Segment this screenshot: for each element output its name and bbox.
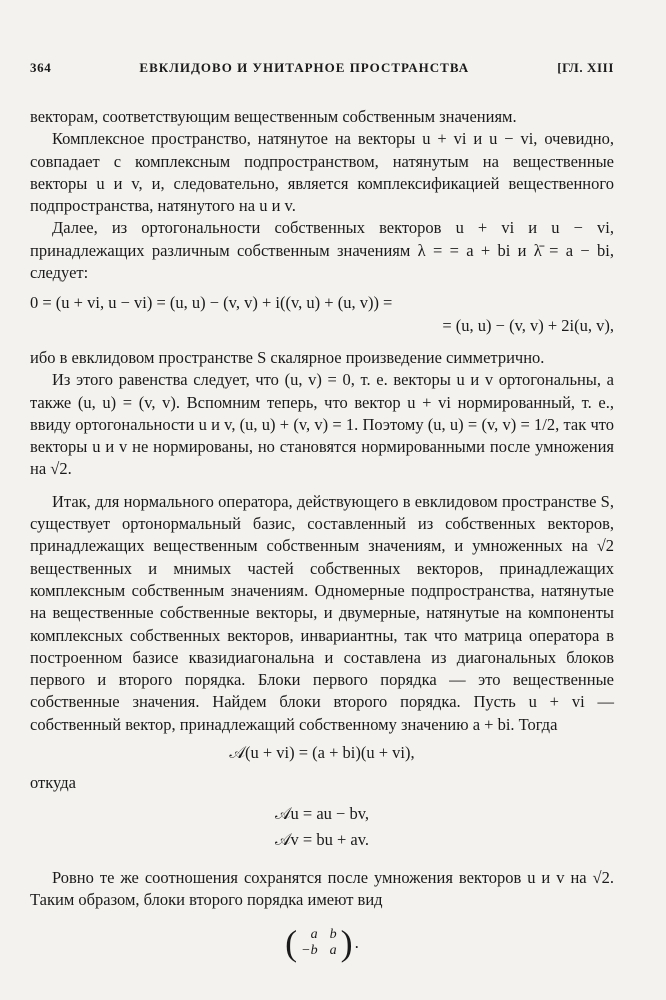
paragraph-complex-space: Комплексное пространство, натянутое на векторы u + vi и u − vi, очевидно, совпадает с комплексным подпространством, натянутым на вещественные векторы u и v, и, следовательно, является комплексификацией вещественного подпространства, натянутого на u и v. — [30, 129, 614, 216]
matrix-left-paren: ( — [285, 923, 298, 964]
equation-eigen: 𝒜(u + vi) = (a + bi)(u + vi), — [229, 743, 415, 763]
equation-av: 𝒜v = bu + av. — [274, 829, 370, 849]
matrix-end-mark: . — [354, 933, 359, 953]
equation-system — [30, 801, 614, 853]
equation-au: 𝒜u = au − bv, — [274, 803, 370, 823]
paragraph-symmetry: ибо в евклидовом пространстве S скалярное произведение симметрично. — [30, 347, 545, 367]
matrix-entry-22: a — [329, 943, 337, 959]
matrix-entry-21: −b — [301, 943, 318, 959]
paragraph-normalization: Из этого равенства следует, что (u, v) = 0, т. е. векторы u и v ортогональны, а также (u, u) = (v, v). Вспомним теперь, что вектор u + vi нормированный, т. е., ввиду ортогональности u и v, (u, u) + (v, v) = 1. Поэтому (u, u) = (v, v) = 1/2, так что векторы u и v не нормированы, но становятся нормированными после умножения на √2. — [30, 370, 614, 479]
paragraph-continuation: векторам, соответствующим вещественным собственным значениям. — [30, 107, 517, 126]
equation-inner-product-line1: 0 = (u + vi, u − vi) = (u, u) − (v, v) + i((v, u) + (u, v)) = — [30, 293, 393, 313]
paragraph-orthogonality: Далее, из ортогональности собственных векторов u + vi и u − vi, принадлежащих различным собственным значениям λ = = a + bi и λ̄ = a − bi, следует: — [30, 218, 614, 283]
equation-inner-product-line2: = (u, u) − (v, v) + 2i(u, v), — [442, 315, 614, 335]
running-header — [30, 60, 614, 76]
chapter-label: [ГЛ. XIII — [557, 60, 614, 75]
page-body — [30, 106, 614, 964]
paragraph-normal-operator: Итак, для нормального оператора, действующего в евклидовом пространстве S, существует ортонормальный базис, составленный из собственных векторов, принадлежащих вещественным собственным значениям, и умноженных на √2 вещественных и мнимых частей собственных векторов, принадлежащих комплексным собственным значениям. Одномерные подпространства, натянутые на вещественные собственные векторы, и двумерные, натянутые на компоненты комплексных собственных векторов, инвариантны, так что матрица оператора в построенном базисе квазидиагональна и составлена из диагональных блоков первого и второго порядка. Блоки первого порядка — это вещественные собственные значения. Найдем блоки второго порядка. Пусть u + vi — собственный вектор, принадлежащий собственному значению a + bi. Тогда — [30, 491, 614, 734]
book-page — [30, 60, 614, 964]
matrix-entry-11: a — [310, 927, 318, 943]
page-number: 364 — [30, 60, 52, 75]
matrix-right-paren: ) — [340, 923, 353, 964]
block-matrix — [30, 923, 614, 964]
paragraph-conclusion: Ровно те же соотношения сохранятся после умножения векторов u и v на √2. Таким образом, блоки второго порядка имеют вид — [30, 867, 614, 909]
running-title: ЕВКЛИДОВО И УНИТАРНОЕ ПРОСТРАНСТВА — [139, 60, 470, 75]
matrix-entries — [301, 927, 336, 959]
matrix-entry-12: b — [329, 927, 337, 943]
label-otkuda: откуда — [30, 773, 76, 793]
